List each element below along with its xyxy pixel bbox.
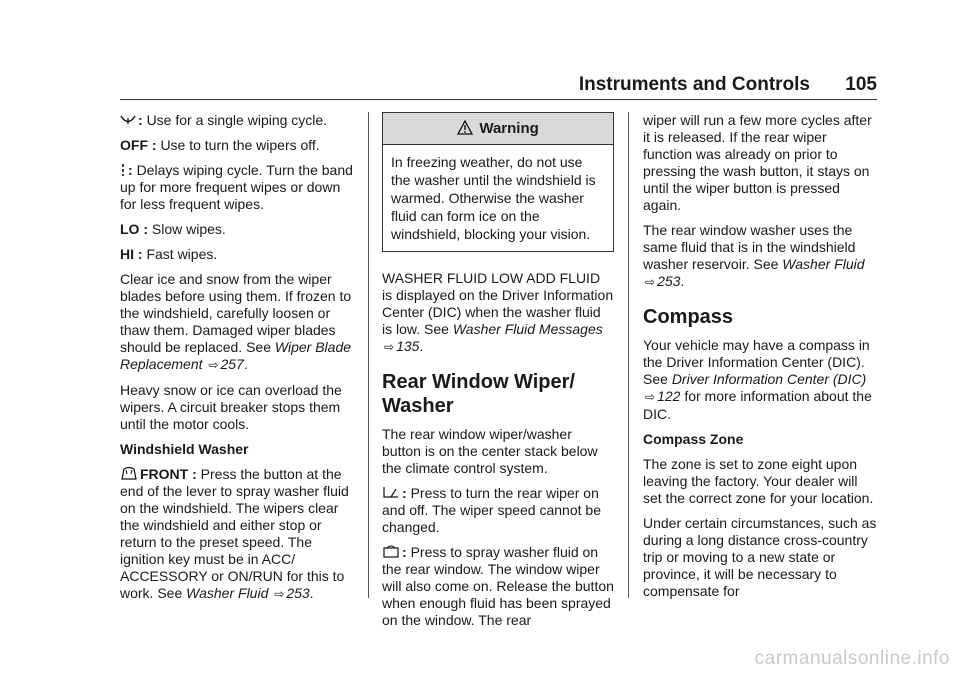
compass-heading: Compass [643,306,734,328]
warning-triangle-icon [457,120,473,135]
rear-wiper-heading: Rear Window Wiper/ Washer [382,371,575,417]
rear-wiper-paragraph: : Press to turn the rear wiper on and off. The wiper speed cannot be changed. [382,485,601,535]
header-divider [120,99,877,100]
washer-low-paragraph: WASHER FLUID LOW ADD FLUID is displayed on the Driver Information Center (DIC) when the washer fluid is low. See Washer Fluid Messages ⇨ 135. [382,270,614,354]
column-right [643,112,877,608]
page-header [0,70,960,100]
off-paragraph: OFF : Use to turn the wipers off. [120,137,320,153]
rear-washer-paragraph: : Press to spray washer fluid on the rear window. The window wiper will also come on. Release the button when enough fluid has been sprayed on the window. The rear [382,544,614,628]
delay-paragraph: : Delays wiping cycle. Turn the band up for more frequent wipes or down for less frequent wipes. [120,162,353,212]
washer-fluid-link[interactable]: Washer Fluid [186,585,269,601]
rear-continued-paragraph: wiper will run a few more cycles after it is released. If the rear wiper function was already on prior to pressing the wash button, it stays on until the wiper button is pressed again. [643,112,872,213]
rear-intro-paragraph: The rear window wiper/washer button is on the center stack below the climate control system. [382,426,598,476]
mist-wiper-icon [120,113,136,127]
page-ref-arrow-icon: ⇨ [274,587,285,601]
wiper-blade-link[interactable]: Wiper Blade Replacement [120,339,352,372]
warning-text: In freezing weather, do not use the washer until the windshield is warmed. Otherwise the washer fluid can form ice on the windshield, blocking your vision. [391,154,596,242]
hi-paragraph: HI : Fast wipes. [120,246,218,262]
zone-paragraph: The zone is set to zone eight upon leaving the factory. Your dealer will set the correct zone for your location. [643,456,874,506]
column-left [120,112,355,611]
section-title: Instruments and Controls [578,74,810,95]
intermittent-wiper-icon [120,163,126,177]
page-ref-arrow-icon: ⇨ [645,390,656,404]
watermark: carmanualsonline.info [754,648,950,669]
warning-box [382,112,614,252]
column-middle [382,112,614,637]
page-ref-arrow-icon: ⇨ [645,275,656,289]
compass-zone-heading: Compass Zone [643,431,744,447]
rear-wiper-icon [382,485,400,500]
page-ref-arrow-icon: ⇨ [384,340,395,354]
same-fluid-paragraph: The rear window washer uses the same fluid that is in the windshield washer reservoir. See Washer Fluid ⇨ 253. [643,222,865,289]
heavy-snow-paragraph: Heavy snow or ice can overload the wipers. A circuit breaker stops them until the motor cools. [120,382,342,432]
warning-header: Warning [383,113,613,145]
rear-washer-icon [382,544,400,559]
lo-paragraph: LO : Slow wipes. [120,221,226,237]
windshield-washer-heading: Windshield Washer [120,441,249,457]
clear-ice-paragraph: Clear ice and snow from the wiper blades before using them. If frozen to the windshield, carefully loosen or thaw them. Damaged wiper blades should be replaced. See Wiper Blade Replacement ⇨ 257. [120,271,352,372]
compass-paragraph: Your vehicle may have a compass in the Driver Information Center (DIC). See Driver Information Center (DIC) ⇨ 122 for more information about the DIC. [643,337,872,422]
washer-fluid-messages-link[interactable]: Washer Fluid Messages [452,321,603,337]
dic-link[interactable]: Driver Information Center (DIC) [671,371,867,387]
windshield-washer-icon [120,466,138,481]
column-divider [368,112,369,598]
circumstances-paragraph: Under certain circumstances, such as during a long distance cross-country trip or moving to a new state or province, it will be necessary to compensate for [643,515,877,599]
page-ref-arrow-icon: ⇨ [208,358,219,372]
single-wipe-paragraph: : Use for a single wiping cycle. [120,112,355,129]
page-number: 105 [845,74,877,95]
washer-fluid-link[interactable]: Washer Fluid [782,256,865,272]
column-divider [628,112,629,598]
front-washer-paragraph: FRONT : Press the button at the end of the lever to spray washer fluid on the windshield. The wipers clear the windshield and either stop or return to the preset speed. The ignition key must be in ACC/ ACCESSORY or ON/RUN for this to work. See Washer Fluid ⇨ 253. [120,466,349,601]
